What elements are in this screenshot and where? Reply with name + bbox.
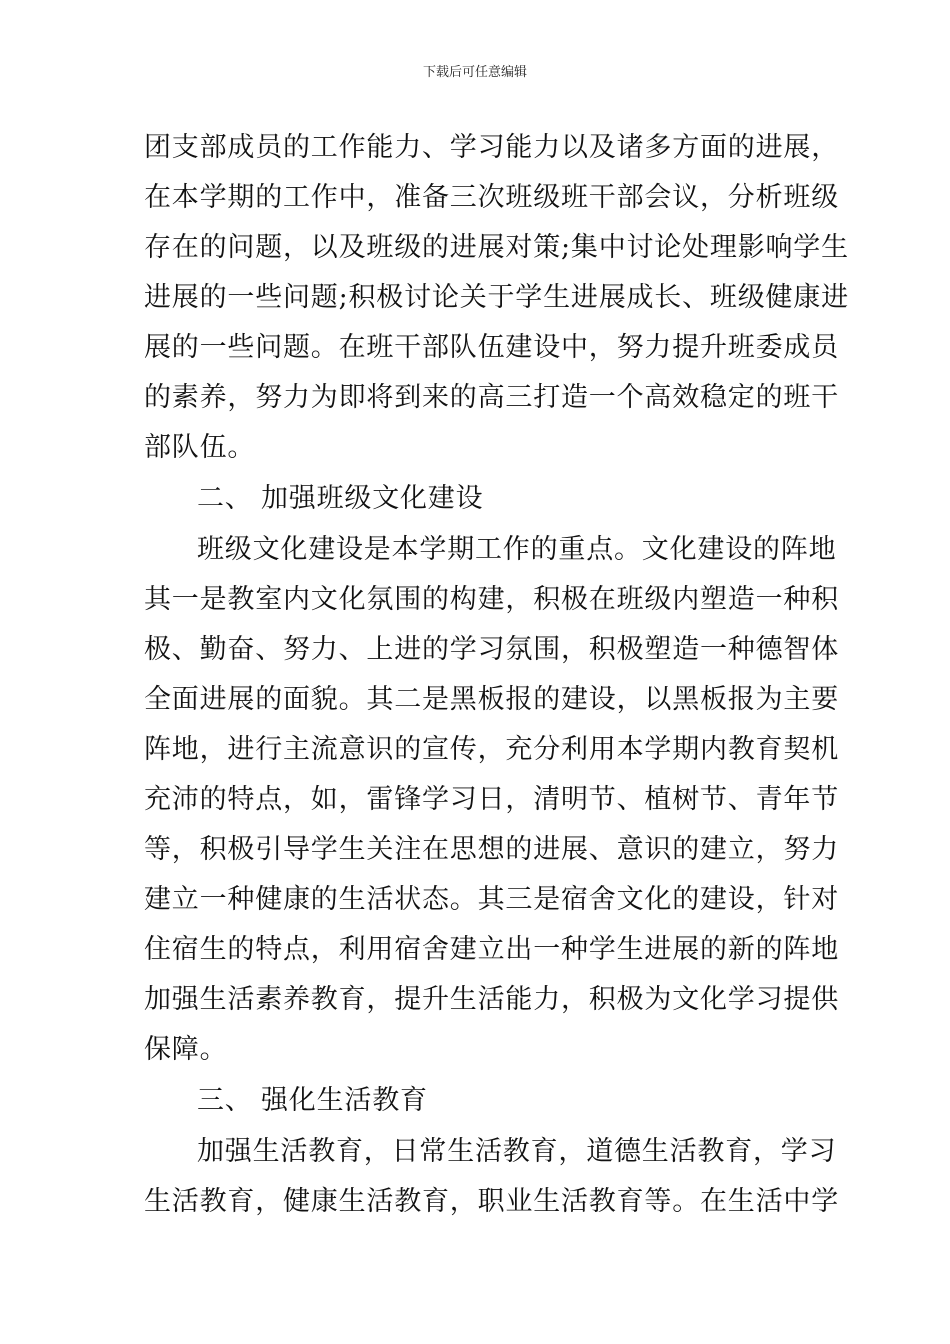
page-header: 下载后可任意编辑 xyxy=(422,65,527,80)
paragraph-2-line-4: 全面进展的面貌。其二是黑板报的建设，以黑板报为主要 xyxy=(144,684,839,715)
paragraph-2-line-6: 充沛的特点，如，雷锋学习日，清明节、植树节、青年节 xyxy=(144,784,839,815)
section-3-title: 强化生活教育 xyxy=(261,1085,428,1116)
section-3-heading xyxy=(0,1084,950,1118)
paragraph-3-line-2: 生活教育，健康生活教育，职业生活教育等。在生活中学 xyxy=(144,1186,839,1217)
paragraph-2-line-7: 等，积极引导学生关注在思想的进展、意识的建立，努力 xyxy=(144,834,839,865)
section-3-number: 三、 xyxy=(197,1085,253,1116)
paragraph-2-line-8: 建立一种健康的生活状态。其三是宿舍文化的建设，针对 xyxy=(144,884,839,915)
paragraph-1-line-1: 团支部成员的工作能力、学习能力以及诸多方面的进展， xyxy=(144,132,839,163)
paragraph-1-line-7: 部队伍。 xyxy=(144,432,256,463)
section-2-number: 二、 xyxy=(197,483,253,514)
paragraph-2-line-11: 保障。 xyxy=(144,1034,228,1065)
paragraph-2-line-9: 住宿生的特点，利用宿舍建立出一种学生进展的新的阵地 xyxy=(144,934,839,965)
paragraph-2-line-2: 其一是教室内文化氛围的构建，积极在班级内塑造一种积 xyxy=(144,584,839,615)
paragraph-2-line-3: 极、勤奋、努力、上进的学习氛围，积极塑造一种德智体 xyxy=(144,634,839,665)
paragraph-1-line-3: 存在的问题，以及班级的进展对策;集中讨论处理影响学生 xyxy=(144,232,849,263)
paragraph-1-line-6: 的素养，努力为即将到来的高三打造一个高效稳定的班干 xyxy=(144,382,839,413)
section-2-title: 加强班级文化建设 xyxy=(261,483,484,514)
paragraph-2-line-5: 阵地，进行主流意识的宣传，充分利用本学期内教育契机 xyxy=(144,734,839,765)
paragraph-2-line-10: 加强生活素养教育，提升生活能力，积极为文化学习提供 xyxy=(144,984,839,1015)
paragraph-1-line-5: 展的一些问题。在班干部队伍建设中，努力提升班委成员 xyxy=(144,332,839,363)
paragraph-2-line-1: 班级文化建设是本学期工作的重点。文化建设的阵地 xyxy=(197,534,837,565)
paragraph-1-line-4: 进展的一些问题;积极讨论关于学生进展成长、班级健康进 xyxy=(144,282,849,313)
section-2-heading xyxy=(0,482,950,516)
paragraph-3-line-1: 加强生活教育，日常生活教育，道德生活教育，学习 xyxy=(197,1136,837,1167)
paragraph-1-line-2: 在本学期的工作中，准备三次班级班干部会议，分析班级 xyxy=(144,182,839,213)
